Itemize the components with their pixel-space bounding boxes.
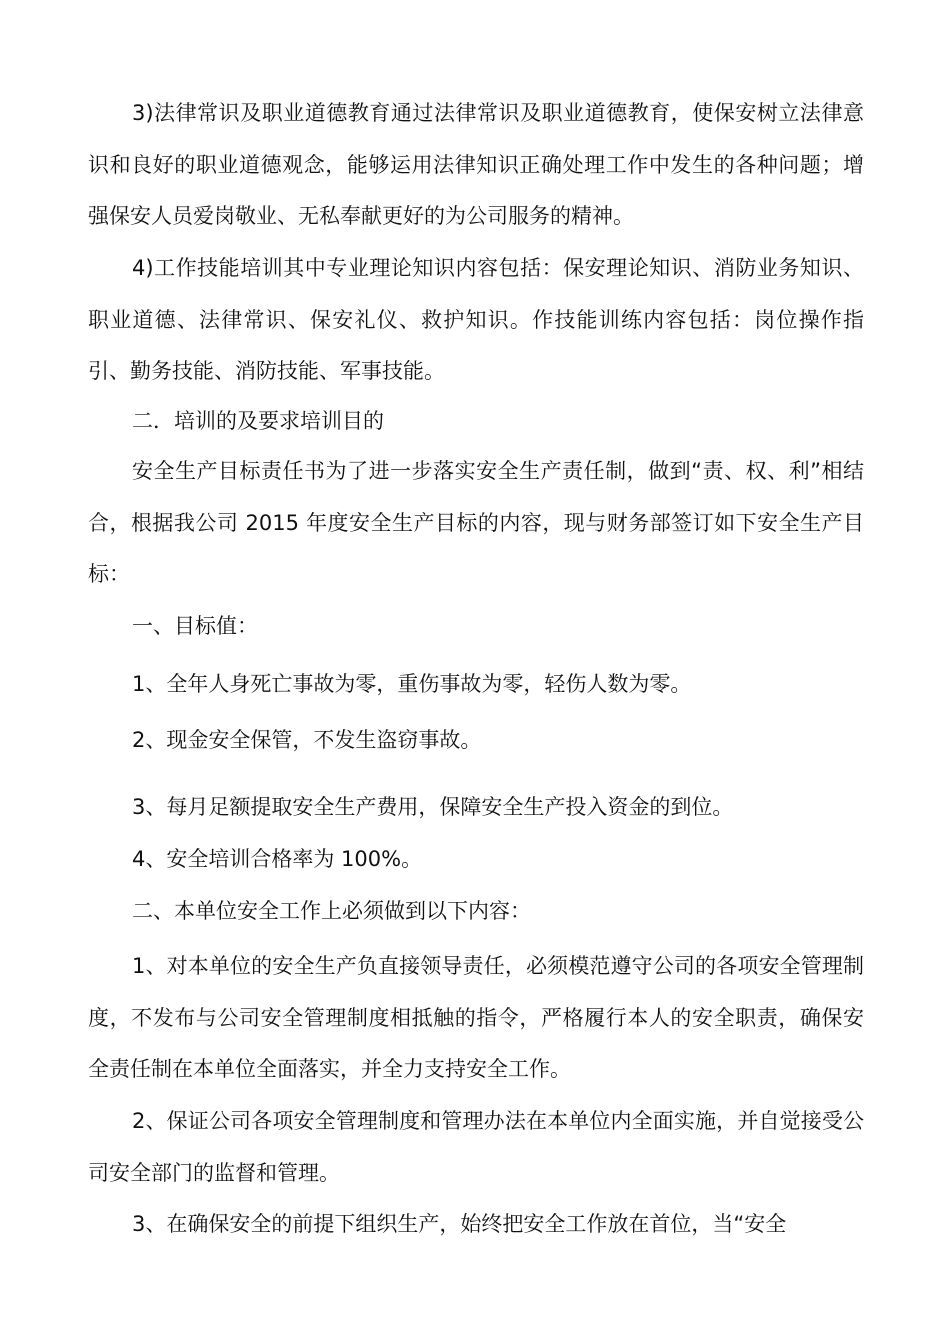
list-item-target-4: 4、安全培训合格率为 100%。 [132,847,423,871]
section-heading-training-purpose: 二．培训的及要求培训目的 [132,409,384,433]
section-heading-unit-requirements: 二、本单位安全工作上必须做到以下内容： [132,899,531,923]
paragraph-skills-training: 4)工作技能培训其中专业理论知识内容包括：保安理论知识、消防业务知识、职业道德、法律常识、保安礼仪、救护知识。作技能训练内容包括：岗位操作指引、勤务技能、消防技能、军事技能。 [88,256,864,383]
list-item-requirement-2: 2、保证公司各项安全管理制度和管理办法在本单位内全面实施，并自觉接受公司安全部门的监督和管理。 [88,1109,864,1185]
paragraph-legal-education: 3)法律常识及职业道德教育通过法律常识及职业道德教育，使保安树立法律意识和良好的职业道德观念，能够运用法律知识正确处理工作中发生的各种问题；增强保安人员爱岗敬业、无私奉献更好的为公司服务的精神。 [88,101,864,228]
list-item-target-1: 1、全年人身死亡事故为零，重伤事故为零，轻伤人数为零。 [132,672,692,696]
paragraph-responsibility-letter: 安全生产目标责任书为了进一步落实安全生产责任制，做到“责、权、利”相结合，根据我公司 2015 年度安全生产目标的内容，现与财务部签订如下安全生产目标： [88,459,864,586]
section-heading-target-values: 一、目标值： [132,614,258,638]
list-item-requirement-1: 1、对本单位的安全生产负直接领导责任，必须模范遵守公司的各项安全管理制度，不发布与公司安全管理制度相抵触的指令，严格履行本人的安全职责，确保安全责任制在本单位全面落实，并全力支持安全工作。 [88,954,864,1081]
list-item-target-3: 3、每月足额提取安全生产费用，保障安全生产投入资金的到位。 [132,795,734,819]
list-item-target-2: 2、现金安全保管，不发生盗窃事故。 [132,728,482,752]
list-item-requirement-3: 3、在确保安全的前提下组织生产，始终把安全工作放在首位，当“安全 [132,1212,787,1236]
